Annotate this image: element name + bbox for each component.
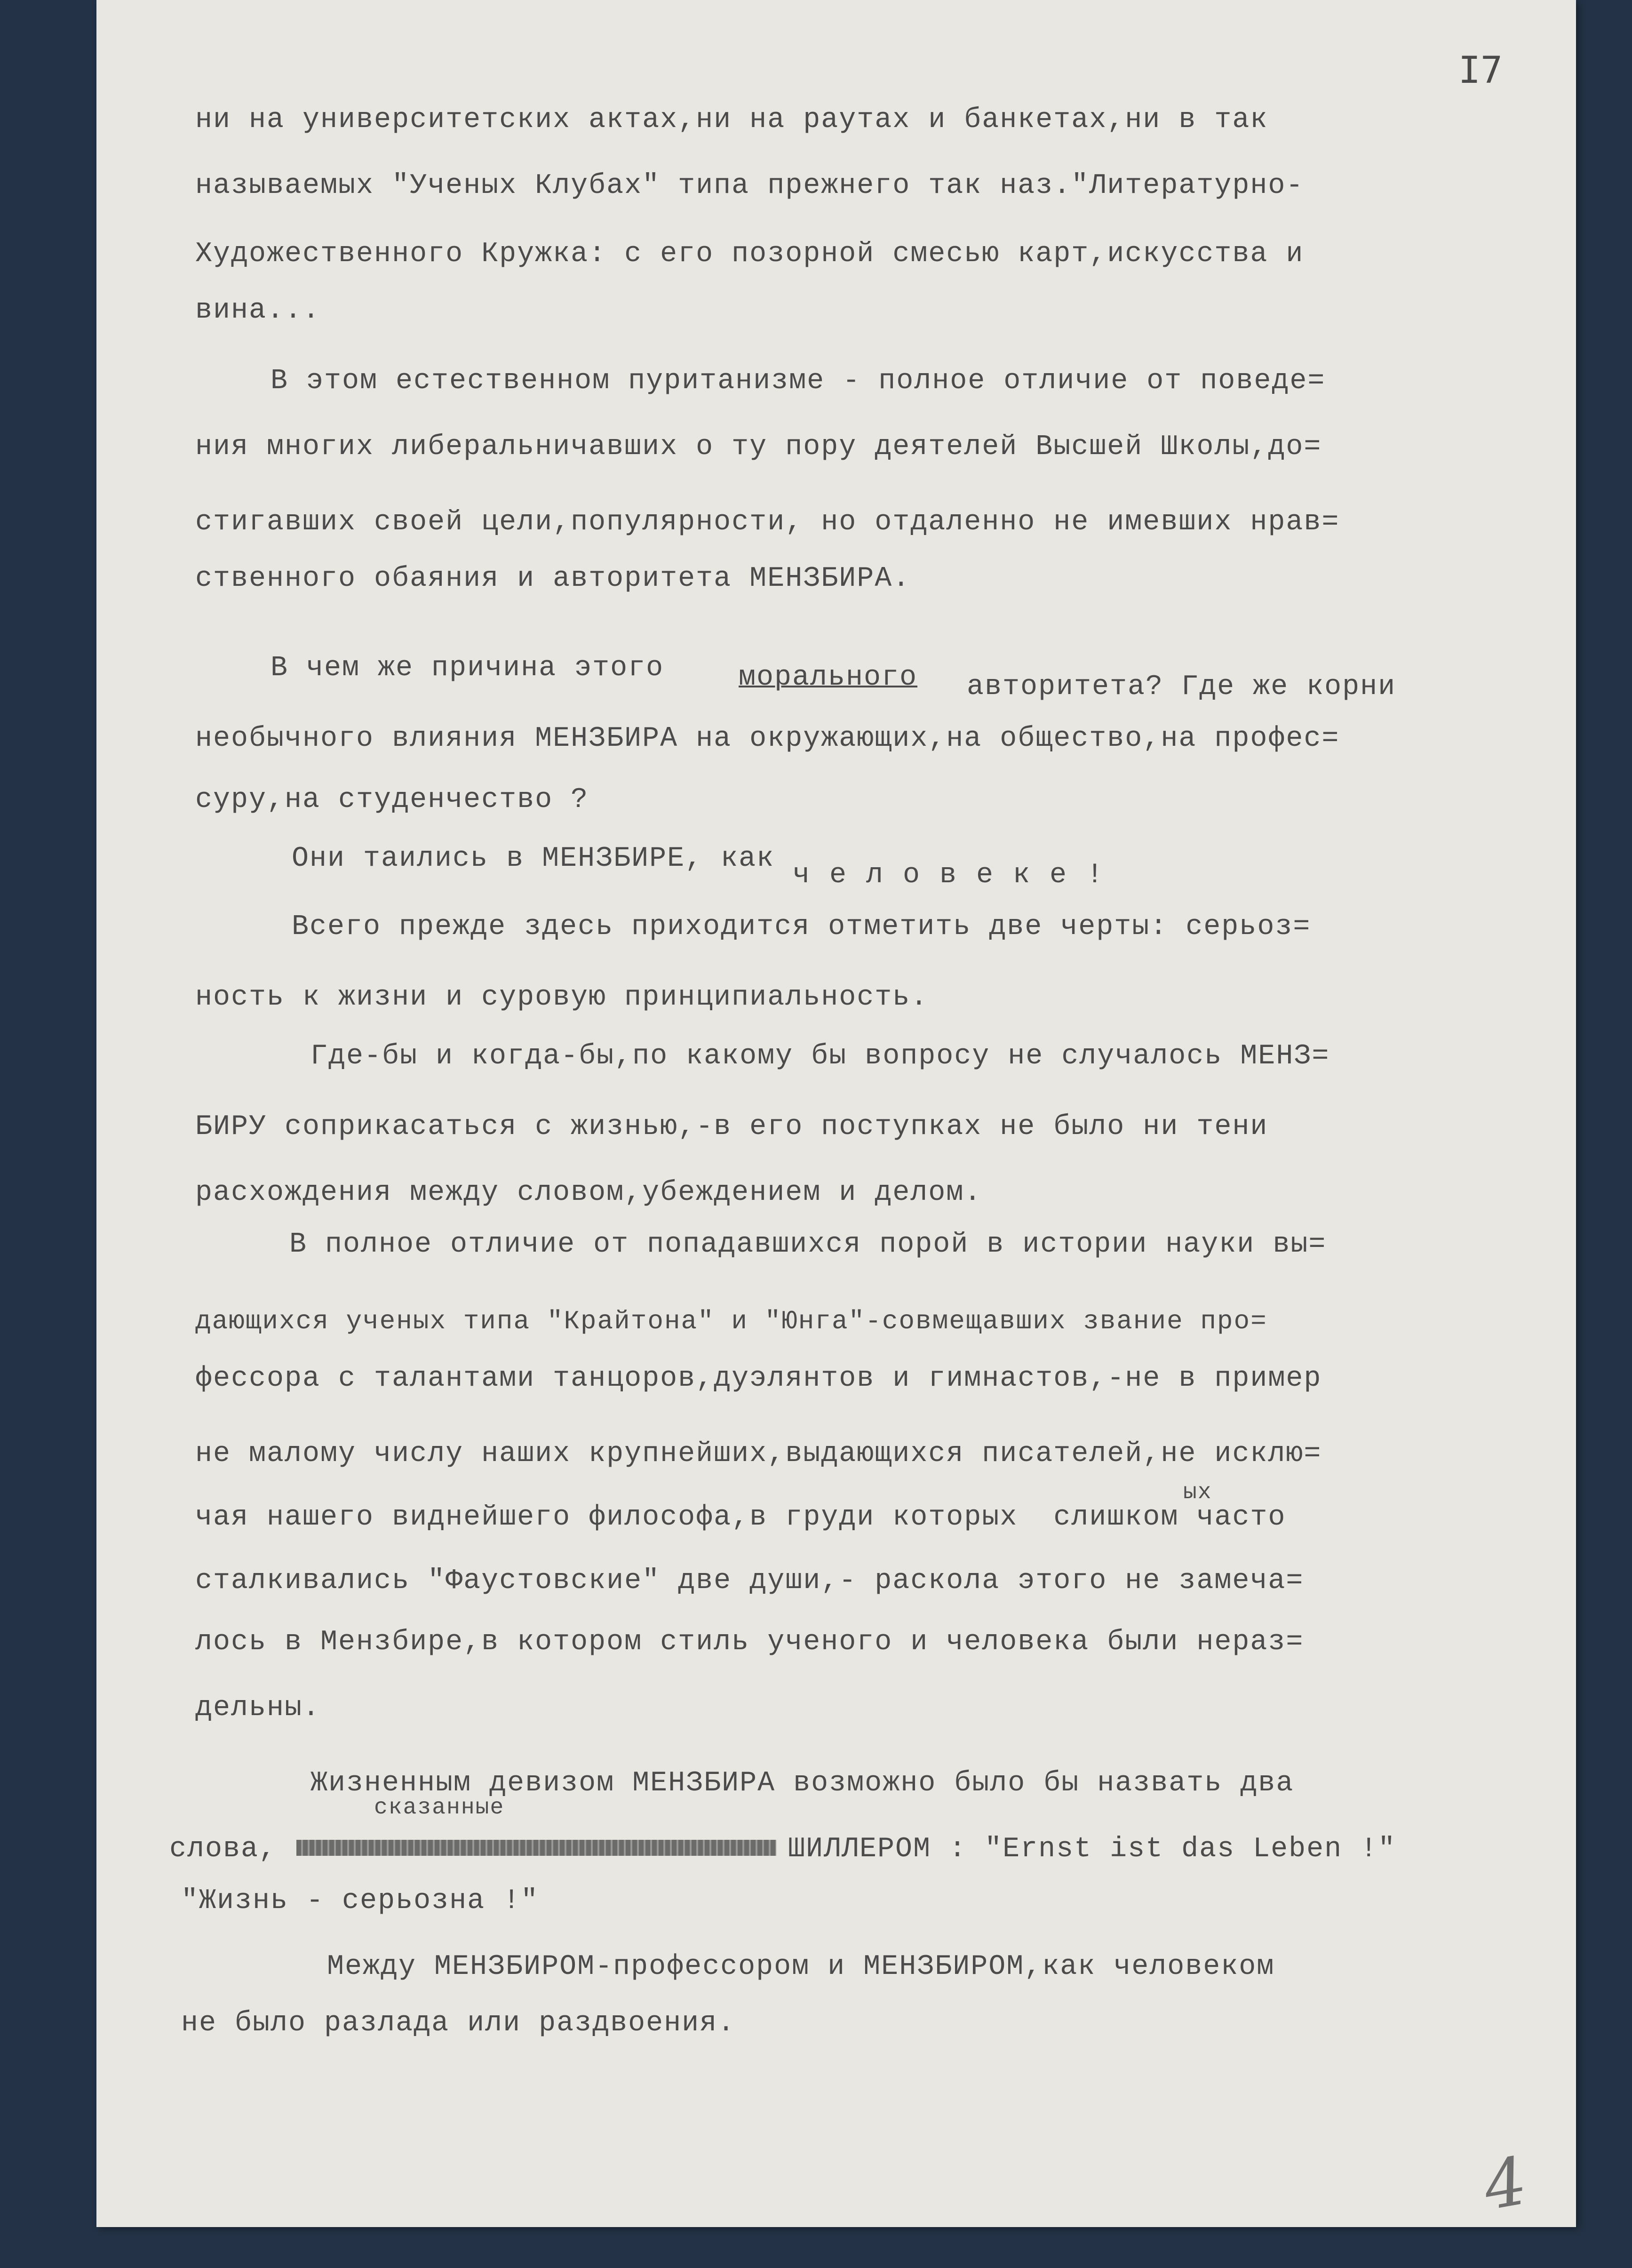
text-line: Между МЕНЗБИРОМ-профессором и МЕНЗБИРОМ,как человеком	[327, 1951, 1275, 1983]
text-line: Где-бы и когда-бы,по какому бы вопросу не случалось МЕНЗ=	[310, 1040, 1330, 1072]
handwritten-insertion: ых	[1183, 1480, 1212, 1505]
typed-insertion: сказанные	[374, 1795, 505, 1821]
page-body	[96, 0, 1576, 2227]
text-line: необычного влияния МЕНЗБИРА на окружающих,на общество,на профес=	[195, 723, 1340, 755]
typewritten-page	[96, 0, 1576, 2227]
text-line: В этом естественном пуританизме - полное отличие от поведе=	[271, 365, 1326, 397]
text-line: ственного обаяния и авторитета МЕНЗБИРА.	[195, 563, 911, 595]
page-number: I7	[1458, 49, 1503, 92]
text-line: Художественного Кружка: с его позорной смесью карт,искусства и	[195, 238, 1304, 270]
text-line: Всего прежде здесь приходится отметить две черты: серьоз=	[292, 911, 1311, 943]
text-line: сталкивались "Фаустовские" две души,- раскола этого не замеча=	[195, 1565, 1304, 1597]
text-line: В чем же причина этого	[271, 652, 664, 684]
text-line: ность к жизни и суровую принципиальность.	[195, 982, 929, 1014]
spaced-word: человеке!	[793, 859, 1123, 891]
text-line: дельны.	[195, 1692, 321, 1724]
text-line: Жизненным девизом МЕНЗБИРА возможно было бы назвать два	[310, 1767, 1294, 1799]
text-line: не было разлада или раздвоения.	[181, 2007, 736, 2039]
text-line: "Жизнь - серьозна !"	[181, 1885, 539, 1917]
pencil-folio-mark: 4	[1478, 2142, 1533, 2226]
text-line: ния многих либеральничавших о ту пору деятелей Высшей Школы,до=	[195, 431, 1322, 463]
text-line: Они таились в МЕНЗБИРЕ, как	[292, 843, 775, 875]
text-line: не малому числу наших крупнейших,выдающихся писателей,не исклю=	[195, 1438, 1322, 1470]
text-line: называемых "Ученых Клубах" типа прежнего так наз."Литературно-	[195, 170, 1304, 202]
text-line: стигавших своей цели,популярности, но отдаленно не имевших нрав=	[195, 506, 1340, 538]
text-line: ШИЛЛЕРОМ : "Ernst ist das Leben !"	[788, 1833, 1396, 1865]
text-line: ни на университетских актах,ни на раутах и банкетах,ни в так	[195, 104, 1268, 136]
text-line: вина...	[195, 295, 321, 327]
text-line: авторитета? Где же корни	[967, 671, 1396, 703]
text-line: суру,на студенчество ?	[195, 784, 589, 816]
struck-out-text	[296, 1840, 776, 1856]
text-line: В полное отличие от попадавшихся порой в истории науки вы=	[289, 1229, 1327, 1261]
underlined-word: морального	[739, 662, 918, 694]
text-line: лось в Мензбире,в котором стиль ученого и человека были нераз=	[195, 1626, 1304, 1658]
text-line: расхождения между словом,убеждением и делом.	[195, 1177, 982, 1209]
text-line: слова,	[169, 1833, 277, 1865]
text-line: дающихся ученых типа "Крайтона" и "Юнга"-совмещавших звание про=	[195, 1306, 1267, 1336]
text-line: БИРУ соприкасаться с жизнью,-в его поступках не было ни тени	[195, 1111, 1268, 1143]
text-line: фессора с талантами танцоров,дуэлянтов и гимнастов,-не в пример	[195, 1363, 1322, 1395]
text-line: чая нашего виднейшего философа,в груди которых слишком часто	[195, 1501, 1286, 1533]
